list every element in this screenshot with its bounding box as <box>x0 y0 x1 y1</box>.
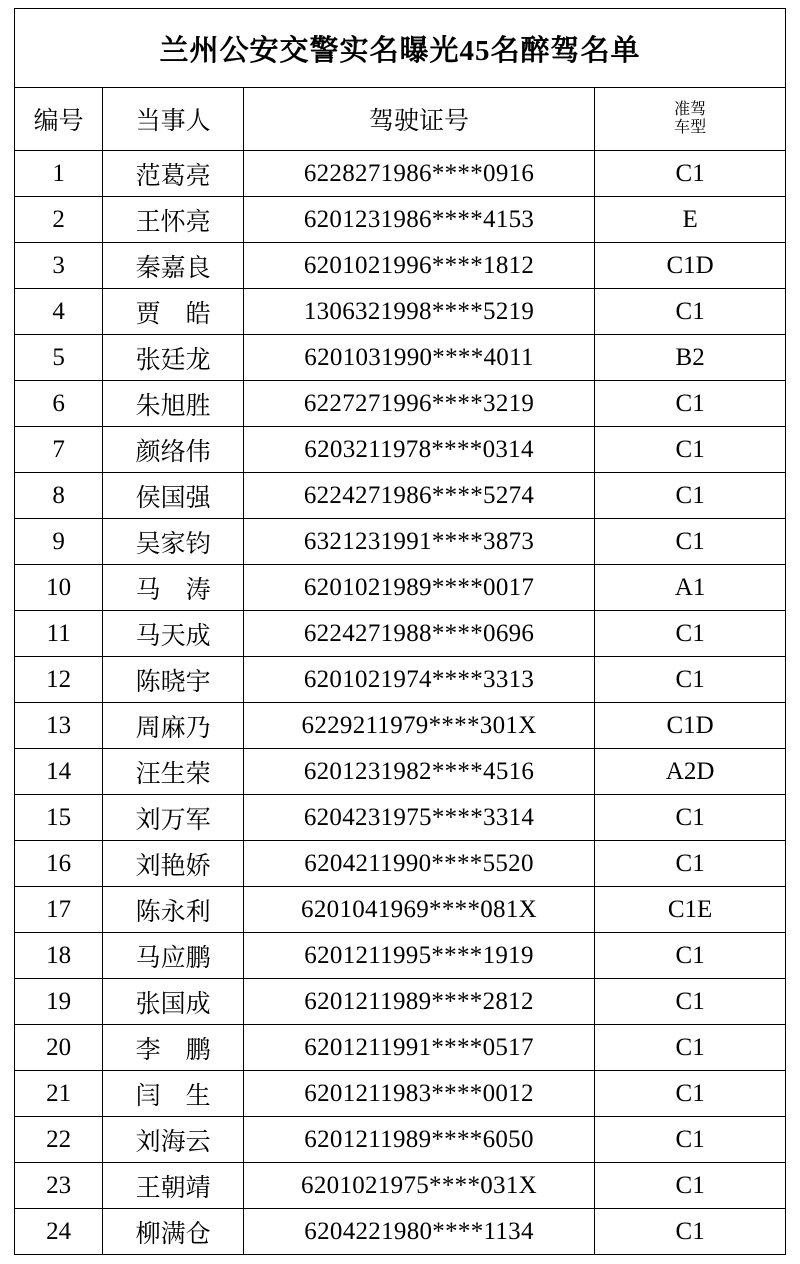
cell-vehicle-type: C1 <box>595 841 786 887</box>
cell-vehicle-type: C1 <box>595 427 786 473</box>
cell-license: 6201021975****031X <box>243 1163 594 1209</box>
table-row <box>15 335 786 381</box>
cell-name: 颜络伟 <box>103 427 244 473</box>
table-row <box>15 841 786 887</box>
cell-license: 6204211990****5520 <box>243 841 594 887</box>
cell-vehicle-type: C1 <box>595 1025 786 1071</box>
cell-no: 19 <box>15 979 103 1025</box>
cell-no: 18 <box>15 933 103 979</box>
cell-vehicle-type: C1E <box>595 887 786 933</box>
cell-no: 24 <box>15 1209 103 1255</box>
table-row <box>15 151 786 197</box>
cell-no: 4 <box>15 289 103 335</box>
cell-vehicle-type: A1 <box>595 565 786 611</box>
cell-name: 侯国强 <box>103 473 244 519</box>
table-row <box>15 795 786 841</box>
table-row <box>15 1209 786 1255</box>
table-row <box>15 887 786 933</box>
cell-license: 6201231982****4516 <box>243 749 594 795</box>
cell-name: 秦嘉良 <box>103 243 244 289</box>
cell-no: 2 <box>15 197 103 243</box>
cell-vehicle-type: E <box>595 197 786 243</box>
cell-license: 6201021996****1812 <box>243 243 594 289</box>
cell-name: 李 鹏 <box>103 1025 244 1071</box>
cell-no: 20 <box>15 1025 103 1071</box>
cell-no: 16 <box>15 841 103 887</box>
table-row <box>15 979 786 1025</box>
cell-no: 15 <box>15 795 103 841</box>
cell-license: 6227271996****3219 <box>243 381 594 427</box>
cell-license: 6201211991****0517 <box>243 1025 594 1071</box>
table-row <box>15 703 786 749</box>
cell-name: 马应鹏 <box>103 933 244 979</box>
cell-no: 9 <box>15 519 103 565</box>
table-row <box>15 381 786 427</box>
cell-no: 10 <box>15 565 103 611</box>
cell-name: 贾 皓 <box>103 289 244 335</box>
cell-no: 1 <box>15 151 103 197</box>
cell-no: 23 <box>15 1163 103 1209</box>
cell-name: 周麻乃 <box>103 703 244 749</box>
cell-license: 6201211989****6050 <box>243 1117 594 1163</box>
cell-license: 1306321998****5219 <box>243 289 594 335</box>
cell-name: 刘海云 <box>103 1117 244 1163</box>
cell-no: 22 <box>15 1117 103 1163</box>
cell-no: 14 <box>15 749 103 795</box>
table-row <box>15 657 786 703</box>
cell-vehicle-type: C1 <box>595 795 786 841</box>
cell-no: 11 <box>15 611 103 657</box>
cell-name: 闫 生 <box>103 1071 244 1117</box>
cell-no: 12 <box>15 657 103 703</box>
table-row <box>15 427 786 473</box>
table-row <box>15 243 786 289</box>
table-row <box>15 1071 786 1117</box>
cell-name: 张国成 <box>103 979 244 1025</box>
column-header-vehicle-type-line2: 车型 <box>674 119 707 136</box>
cell-name: 汪生荣 <box>103 749 244 795</box>
cell-vehicle-type: C1D <box>595 703 786 749</box>
table-row <box>15 289 786 335</box>
table-row <box>15 611 786 657</box>
cell-vehicle-type: C1 <box>595 381 786 427</box>
table-row <box>15 1025 786 1071</box>
cell-vehicle-type: C1 <box>595 151 786 197</box>
column-header-vehicle-type <box>595 88 786 151</box>
cell-name: 刘艳娇 <box>103 841 244 887</box>
drunk-driving-list-table <box>14 8 786 1255</box>
cell-license: 6201211983****0012 <box>243 1071 594 1117</box>
cell-vehicle-type: C1 <box>595 1209 786 1255</box>
cell-license: 6204231975****3314 <box>243 795 594 841</box>
cell-name: 柳满仓 <box>103 1209 244 1255</box>
cell-name: 陈永利 <box>103 887 244 933</box>
cell-no: 3 <box>15 243 103 289</box>
cell-license: 6203211978****0314 <box>243 427 594 473</box>
cell-license: 6201021989****0017 <box>243 565 594 611</box>
cell-license: 6201211989****2812 <box>243 979 594 1025</box>
cell-vehicle-type: C1 <box>595 473 786 519</box>
cell-license: 6224271988****0696 <box>243 611 594 657</box>
column-header-license: 驾驶证号 <box>243 88 594 151</box>
cell-vehicle-type: C1 <box>595 1163 786 1209</box>
cell-name: 朱旭胜 <box>103 381 244 427</box>
table-row <box>15 749 786 795</box>
column-header-no: 编号 <box>15 88 103 151</box>
cell-name: 王朝靖 <box>103 1163 244 1209</box>
table-body <box>15 9 786 1255</box>
cell-name: 王怀亮 <box>103 197 244 243</box>
cell-license: 6201041969****081X <box>243 887 594 933</box>
cell-no: 17 <box>15 887 103 933</box>
table-row <box>15 519 786 565</box>
cell-license: 6224271986****5274 <box>243 473 594 519</box>
cell-no: 13 <box>15 703 103 749</box>
cell-license: 6204221980****1134 <box>243 1209 594 1255</box>
cell-no: 5 <box>15 335 103 381</box>
cell-no: 8 <box>15 473 103 519</box>
cell-name: 刘万军 <box>103 795 244 841</box>
column-header-name: 当事人 <box>103 88 244 151</box>
cell-vehicle-type: B2 <box>595 335 786 381</box>
cell-license: 6201021974****3313 <box>243 657 594 703</box>
cell-no: 21 <box>15 1071 103 1117</box>
cell-license: 6321231991****3873 <box>243 519 594 565</box>
cell-vehicle-type: C1 <box>595 1117 786 1163</box>
cell-vehicle-type: A2D <box>595 749 786 795</box>
table-row <box>15 933 786 979</box>
cell-vehicle-type: C1 <box>595 519 786 565</box>
cell-vehicle-type: C1D <box>595 243 786 289</box>
cell-license: 6228271986****0916 <box>243 151 594 197</box>
cell-vehicle-type: C1 <box>595 657 786 703</box>
cell-name: 马天成 <box>103 611 244 657</box>
cell-vehicle-type: C1 <box>595 289 786 335</box>
cell-license: 6229211979****301X <box>243 703 594 749</box>
cell-name: 张廷龙 <box>103 335 244 381</box>
cell-no: 6 <box>15 381 103 427</box>
cell-license: 6201231986****4153 <box>243 197 594 243</box>
cell-vehicle-type: C1 <box>595 979 786 1025</box>
table-row <box>15 1163 786 1209</box>
cell-license: 6201031990****4011 <box>243 335 594 381</box>
cell-license: 6201211995****1919 <box>243 933 594 979</box>
cell-name: 范葛亮 <box>103 151 244 197</box>
table-row <box>15 565 786 611</box>
cell-name: 吴家钧 <box>103 519 244 565</box>
cell-no: 7 <box>15 427 103 473</box>
table-row <box>15 1117 786 1163</box>
cell-vehicle-type: C1 <box>595 1071 786 1117</box>
table-row <box>15 473 786 519</box>
title-row <box>15 9 786 88</box>
table-row <box>15 197 786 243</box>
column-header-vehicle-type-line1: 准驾 <box>674 100 707 118</box>
header-row <box>15 88 786 151</box>
page-title: 兰州公安交警实名曝光45名醉驾名单 <box>15 9 786 88</box>
cell-name: 陈晓宇 <box>103 657 244 703</box>
cell-vehicle-type: C1 <box>595 933 786 979</box>
cell-vehicle-type: C1 <box>595 611 786 657</box>
cell-name: 马 涛 <box>103 565 244 611</box>
